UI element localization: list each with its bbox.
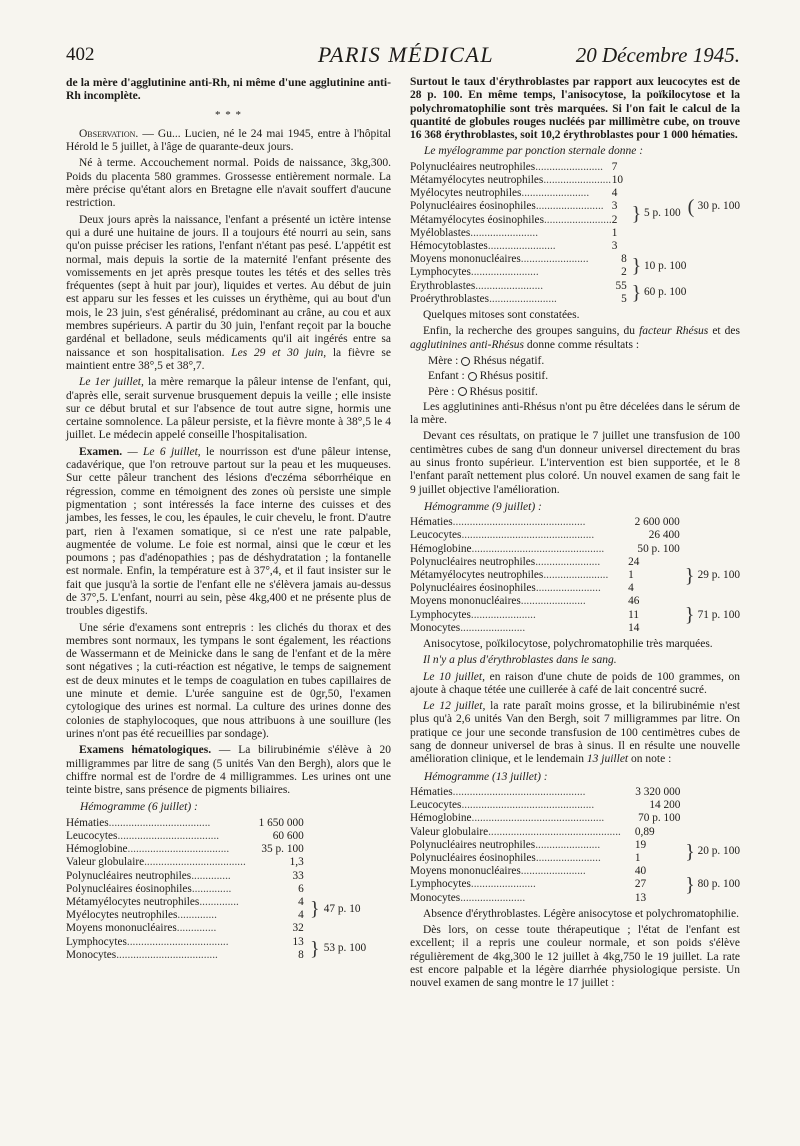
july10-date: Le 10 juillet, [423, 670, 485, 683]
table-row: Métamyélocytes éosinophiles........................ 2 [410, 213, 618, 226]
table-row: Métamyélocytes neutrophiles.............. 4 [66, 895, 304, 908]
history-paragraph [66, 214, 391, 374]
tests-paragraph: Une série d'examens sont entrepris : les clichés du thorax et des membres sont normaux, les tympans le sont également, les réactions de Wassermann et de Meinicke dans le sang de l'enfant et de la mère sont négatives ; la cuti-réaction est négative, le temps de saignement est de deux minutes et le temps de coagulation en tubes capillaires de une minute et demie. L'urée sanguine est de 0gr,50, l'examen cytologique des urines est normal. La culture des urines donne des colonies de staphylocoques, que nous attribuons à une souillure (les urines n'ont pas été recueillies par sondage). [66, 621, 391, 740]
history-dates: Les 29 et 30 juin, [231, 346, 327, 359]
july1-date: Le 1er juillet, [79, 376, 144, 389]
table-row: Myélocytes neutrophiles.............. 4 [66, 909, 304, 922]
table-row: Valeur globulaire............................................... 0,89 [410, 825, 655, 838]
table-row: Moyens mononucléaires.............. 32 [66, 922, 304, 935]
table-row: Myéloblastes........................ 1 [410, 226, 618, 239]
table-row: Moyens mononucléaires....................... 40 } 80 p. 100 [410, 865, 740, 896]
exam-text: le nourrisson est d'une pâleur intense, cadavérique, que l'on retrouve partout sur la peau et les muqueuses. Sur cette pâleur tranchent des lésions d'eczéma séborrhéique en régression, comme en témoignent des zones où persiste une simple pigmentation ; sont intéressés la face interne des cuisses et des jambes, les fesses, le cou, les épaules, le cuir chevelu, le front. D'autre part, rien à l'examen somatique, si ce n'est une rate palpable, augmentée de volume. Le foie est normal, ainsi que le cœur et les poumons ; pas d'adénopathies ; pas de déshydratation ; la fontanelle est normale. Enfin, la température est à 37°,4, et il faut insister sur le fait que jusqu'à la sortie de l'enfant elle ne s'élèvera jamais au-dessus de 37°,5. L'enfant, nourri au sein, pèse 4kg,400 et ne présente plus de troubles digestifs. [66, 445, 391, 618]
table-row: Myélocytes neutrophiles........................ 4 [410, 187, 618, 200]
rhesus-factor: facteur Rhésus [639, 325, 709, 338]
table-row: Leucocytes............................................... 26 400 [410, 529, 680, 542]
child-result: Enfant : Rhésus positif. [428, 370, 549, 383]
table-row: Métamyélocytes neutrophiles........................ 10 ( 30 p. 100 [410, 173, 740, 218]
table-row: Hémoglobine............................................... 50 p. 100 [410, 542, 680, 555]
table-row: Hématies............................................... 3 320 000 [410, 785, 681, 798]
table-row: Valeur globulaire.................................... 1,3 [66, 856, 304, 869]
july12-end: on note : [628, 753, 672, 766]
table-row: Polynucléaires éosinophiles.............. 6 } 47 p. 10 [66, 882, 361, 921]
anisocytosis-note: Anisocytose, poïkilocytose, polychromatophilie très marquées. [423, 638, 713, 650]
table-row: Monocytes....................... 13 [410, 891, 647, 904]
table-row: Polynucléaires neutrophiles........................ 7 [410, 160, 618, 173]
table-row: Érythroblastes........................ 55 } 60 p. 100 [410, 279, 687, 304]
hemogram2-table [410, 516, 740, 635]
hemato-label: Examens hématologiques. [79, 744, 212, 757]
table-row: Polynucléaires éosinophiles....................... 4 [410, 582, 634, 595]
table-row: Lymphocytes....................... 11 [410, 608, 640, 621]
table-row: Moyens mononucléaires....................... 46 } 71 p. 100 [410, 595, 740, 627]
circle-icon [468, 372, 477, 381]
table-row: Polynucléaires neutrophiles....................... 24 } 29 p. 100 [410, 555, 740, 587]
table-row: Polynucléaires neutrophiles....................... 19 } 20 p. 100 [410, 838, 740, 863]
hemogram1-table [66, 817, 391, 962]
mitoses-note: Quelques mitoses sont constatées. [423, 309, 580, 322]
july12-date: Le 12 juillet, [423, 700, 486, 713]
right-column [410, 76, 740, 994]
table-row: Hémocytoblastes........................ 3 [410, 240, 618, 252]
exam-paragraph [66, 446, 391, 619]
july12-text: la rate paraît moins grosse, et la bilirubinémie n'est plus qu'à 2,6 unités Van den Bergh, soit 7 milligrammes par litre. On pratique ce jour une seconde transfusion de 100 centimètres cubes de sang de donneur universel de bras à sinus. Il en résulte une nouvelle amélioration clinique, et le lendemain [410, 700, 740, 766]
journal-title: PARIS MÉDICAL [317, 42, 495, 67]
hemato-paragraph [66, 744, 391, 797]
rhesus-paragraph [410, 325, 740, 352]
history-fever: la fièvre se maintient entre 38°,5 et 38°,7. [66, 346, 391, 372]
mother-result: Mère : Rhésus négatif. [428, 354, 545, 367]
table-row: Hémoglobine............................................... 70 p. 100 [410, 812, 681, 825]
table-row: Leucocytes............................................... 14 200 [410, 799, 681, 812]
erythroblast-paragraph: Surtout le taux d'érythroblastes par rapport aux leucocytes est de 28 p. 100. En même temps, l'anisocytose, la poïkilocytose et la polychromatophilie sont très marquées. Si l'on fait le calcul de la quantité de globules rouges nucléés par millimètre cube, on trouve 16 368 érythroblastes, soit 10,2 érythroblastes pour 1 000 hématies. [410, 76, 740, 142]
observation-paragraph [66, 128, 391, 155]
table-row: Métamyélocytes neutrophiles....................... 1 [410, 568, 634, 581]
rhesus-results: donne comme résultats : [524, 338, 640, 351]
july13-date: 13 juillet [586, 753, 629, 766]
table-row: Monocytes.................................... 8 [66, 948, 304, 961]
table-row: Polynucléaires éosinophiles........................ 3 } 5 p. 100 [410, 200, 681, 225]
table-row: Lymphocytes....................... 27 [410, 878, 647, 891]
july1-paragraph [66, 376, 391, 442]
recovery-paragraph: Dès lors, on cesse toute thérapeutique ; l'état de l'enfant est excellent; il a repris une couleur normale, et son poids s'élève régulièrement de 4kg,300 le 12 juillet à 4kg,750 le 19 juillet. La rate est encore palpable et la légère diarrhée physiologique persiste. Un nouvel examen de sang montre le 17 juillet : [410, 924, 740, 990]
table-row: Lymphocytes.................................... 13 } 53 p. 100 [66, 935, 367, 960]
hemato-text: — La bilirubinémie s'élève à 20 milligrammes par litre de sang (5 unités Van den Bergh), alors que le chiffre normal est de l'ordre de 4 milligrammes. Les urines ont une teinte bistre, sans présence de pigments biliaires. [66, 744, 391, 797]
july10-text: en raison d'une chute de poids de 100 grammes, on ajoute à chaque tétée une cuillerée à café de lait concentré sucré. [410, 670, 740, 696]
left-column [66, 76, 391, 965]
circle-icon [461, 357, 470, 366]
table-row: Leucocytes.................................... 60 600 [66, 829, 304, 842]
intro-paragraph: de la mère d'agglutinine anti-Rh, ni même d'une agglutinine anti-Rh incomplète. [66, 76, 391, 103]
agglutinin-paragraph: Les agglutinines anti-Rhésus n'ont pu être décelées dans le sérum de la mère. [410, 400, 740, 427]
transfusion-paragraph: Devant ces résultats, on pratique le 7 juillet une transfusion de 100 centimètres cubes de sang d'un donneur universel directement du bras au sinus fronto supérieur. L'intervention est bien supportée, et le 8 l'enfant paraît nettement plus coloré. Un nouvel examen de sang fait le 9 juillet objective l'amélioration. [410, 430, 740, 496]
exam-date: — Le 6 juillet, [122, 445, 201, 458]
table-row: Proérythroblastes........................ 5 [410, 292, 627, 305]
running-header [66, 44, 746, 72]
myelogram-table [410, 161, 740, 306]
no-erythroblasts-note: Il n'y a plus d'érythroblastes dans le sang. [423, 654, 617, 667]
table-row: Hématies.................................... 1 650 000 [66, 816, 304, 829]
absence-note: Absence d'érythroblastes. Légère anisocytose et polychromatophilie. [423, 907, 739, 920]
issue-date: 20 Décembre 1945. [575, 43, 740, 67]
table-row: Lymphocytes........................ 2 [410, 266, 627, 279]
table-row: Monocytes....................... 14 [410, 621, 640, 634]
birth-paragraph: Né à terme. Accouchement normal. Poids de naissance, 3kg,300. Poids du placenta 580 grammes. Grossesse entièrement normale. La mère précise qu'étant alors en Bretagne elle n'avait souffert d'aucune restriction. [66, 157, 391, 210]
observation-text: — Gu... Lucien, né le 24 mai 1945, entre à l'hôpital Hérold le 5 juillet, à l'âge de quarante-deux jours. [66, 127, 391, 154]
myelogram-title: Le myélogramme par ponction sternale donne : [424, 145, 644, 158]
july1-text: la mère remarque la pâleur intense de l'enfant, qui, d'après elle, serait survenue brusquement depuis la veille ; elle insiste sur ce début brutal et sur l'absence de tout autre signe, hormis une certaine somnolence. La pâleur persiste, et la fièvre monte à 38°,5 le 4 juillet. Le médecin appelé conseille l'hospitalisation. [66, 376, 391, 442]
table-row: Moyens mononucléaires........................ 8 } 10 p. 100 [410, 253, 687, 278]
father-result: Père : Rhésus positif. [428, 385, 538, 398]
rhesus-text: Enfin, la recherche des groupes sanguins, du [423, 325, 640, 338]
table-row: Hématies............................................... 2 600 000 [410, 516, 680, 529]
hemogram2-title: Hémogramme (9 juillet) : [424, 500, 542, 513]
circle-icon [458, 387, 467, 396]
hemogram3-title: Hémogramme (13 juillet) : [424, 770, 548, 783]
observation-label: Observation. [79, 127, 139, 140]
section-separator: * * * [215, 108, 242, 121]
rhesus-agglutinins: agglutinines anti-Rhésus [410, 338, 525, 351]
july12-paragraph [410, 700, 740, 766]
hemogram3-table [410, 786, 740, 905]
history-text: Deux jours après la naissance, l'enfant a présenté un ictère intense qui a duré une huitaine de jours. Il a toujours été nourri au sein, sans qu'on puisse préciser les rations, l'enfant n'étant pas pesé. L'appétit est normal, mais depuis la sortie de la maternité l'enfant présente des vomissements en jet après presque toutes les tétés et des selles très fréquentes (sept à huit par jour), liquides et vertes. Au début de juin est apparu sur les fesses et les cuisses un érythème, qui au bout d'un mois, le 23 juin, s'est généralisé, prédominant au crâne, au cou et aux membres supérieurs. A partir du 30 juin, l'enfant reçoit par la bouche gardénal et belladone, seuls médicaments qu'il ait ingérés entre sa naissance et son hospitalisation. [66, 213, 391, 359]
table-row: Hémoglobine.................................... 35 p. 100 [66, 843, 304, 856]
table-row: Polynucléaires neutrophiles.............. 33 [66, 869, 304, 882]
july10-paragraph [410, 671, 740, 698]
hemogram1-title: Hémogramme (6 juillet) : [80, 801, 198, 814]
exam-label: Examen. [79, 445, 123, 458]
page-number: 402 [66, 44, 95, 65]
table-row: Polynucléaires éosinophiles....................... 1 [410, 851, 641, 864]
rhesus-and: et des [708, 325, 740, 338]
